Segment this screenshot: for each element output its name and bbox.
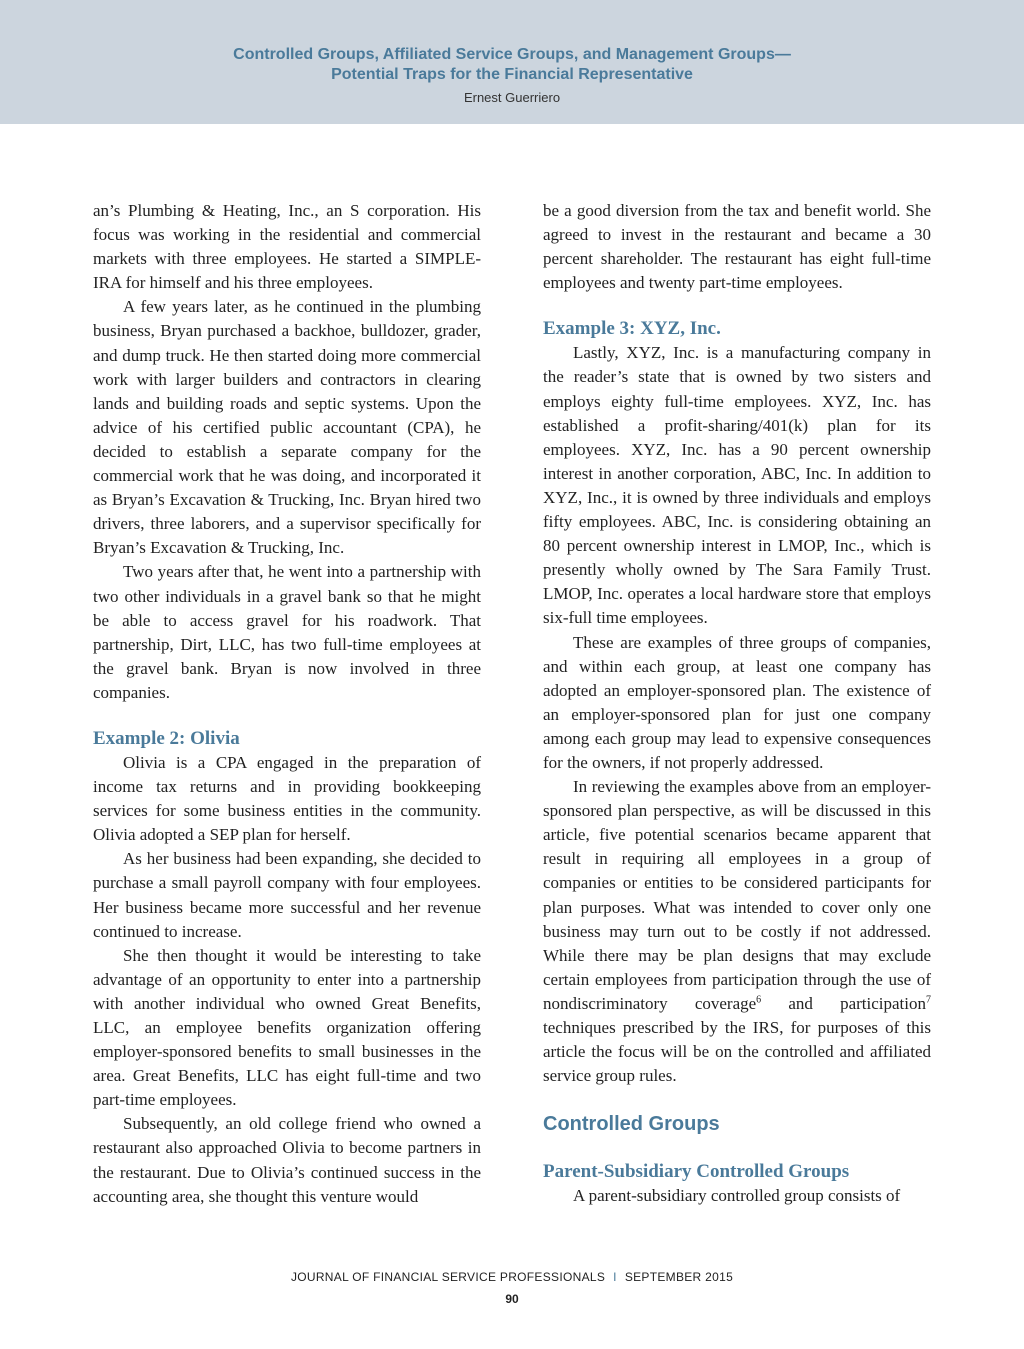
paragraph: As her business had been expanding, she decided to purchase a small payroll company with four employees. Her business became more successful and her revenue continued to increase. bbox=[93, 849, 481, 941]
example-2-heading: Example 2: Olivia bbox=[93, 727, 240, 749]
journal-line bbox=[0, 1270, 1024, 1284]
right-column bbox=[543, 199, 931, 1208]
paragraph: These are examples of three groups of companies, and within each group, at least one company has adopted an employer-sponsored plan. The existence of an employer-sponsored plan for just one company among each group may lead to expensive consequences for the owners, if not properly addressed. bbox=[543, 632, 931, 772]
issue-date: SEPTEMBER 2015 bbox=[624, 1270, 734, 1284]
page-footer bbox=[0, 1270, 1024, 1306]
article-title-line2: Potential Traps for the Financial Representative bbox=[331, 66, 693, 83]
article-title-line1: Controlled Groups, Affiliated Service Groups, and Management Groups— bbox=[233, 46, 791, 63]
paragraph: A parent-subsidiary controlled group consists of bbox=[573, 1186, 901, 1206]
journal-name: JOURNAL OF FINANCIAL SERVICE PROFESSIONALS bbox=[290, 1270, 606, 1284]
paragraph-text: In reviewing the examples above from an employer-sponsored plan perspective, as will be discussed in this article, five potential scenarios became apparent that result in requiring all employees in a group of companies or entities to be considered participants for plan purposes. What was intended to cover only one business may turn out to be costly if not addressed. While there may be plan designs that may exclude certain employees from participation through the use of nondiscriminatory coverage bbox=[543, 777, 931, 1013]
paragraph: Two years after that, he went into a partnership with two other individuals in a gravel bank so that he might be able to access gravel for his roadwork. That partnership, Dirt, LLC, has two full-time employees at the gravel bank. Bryan is now involved in three companies. bbox=[93, 562, 481, 702]
paragraph-text: techniques prescribed by the IRS, for purposes of this article the focus will be on the controlled and affiliated service group rules. bbox=[543, 1018, 931, 1086]
paragraph: She then thought it would be interesting to take advantage of an opportunity to enter into a partnership with another individual who owned Great Benefits, LLC, an employee benefits organization offering employer-sponsored benefits to small businesses in the area. Great Benefits, LLC has eight full-time and two part-time employees. bbox=[93, 945, 481, 1110]
example-3-heading: Example 3: XYZ, Inc. bbox=[543, 318, 721, 340]
paragraph: A few years later, as he continued in the plumbing business, Bryan purchased a backhoe, bulldozer, grader, and dump truck. He then started doing more commercial work with larger builders and contractors in clearing lands and building roads and septic systems. Upon the advice of his certified public accountant (CPA), he decided to establish a separate company for the commercial work that he was doing, and incorporated it as Bryan’s Excavation & Trucking, Inc. Bryan hired two drivers, three laborers, and a supervisor specifically for Bryan’s Excavation & Trucking, Inc. bbox=[93, 297, 481, 558]
page-number: 90 bbox=[505, 1292, 519, 1306]
article-title bbox=[0, 45, 1024, 85]
paragraph: be a good diversion from the tax and benefit world. She agreed to invest in the restaurant and became a 30 percent shareholder. The restaurant has eight full-time employees and twenty part-time employees. bbox=[543, 201, 931, 293]
author-name: Ernest Guerriero bbox=[463, 90, 561, 105]
running-header bbox=[0, 0, 1024, 124]
paragraph-with-footnotes bbox=[543, 775, 931, 1088]
subsection-heading-parent-subsidiary: Parent-Subsidiary Controlled Groups bbox=[543, 1161, 850, 1183]
footer-separator: I bbox=[613, 1270, 617, 1284]
footnote-ref-6[interactable]: 6 bbox=[756, 994, 762, 1006]
paragraph-text: and participation bbox=[761, 993, 926, 1013]
left-column bbox=[93, 199, 481, 1209]
section-heading-controlled-groups: Controlled Groups bbox=[543, 1113, 720, 1136]
paragraph: an’s Plumbing & Heating, Inc., an S corporation. His focus was working in the residential and commercial markets with three employees. He started a SIMPLE-IRA for himself and his three employees. bbox=[93, 201, 481, 293]
paragraph: Olivia is a CPA engaged in the preparation of income tax returns and in providing bookkeeping services for some business entities in the community. Olivia adopted a SEP plan for herself. bbox=[93, 752, 481, 845]
paragraph: Lastly, XYZ, Inc. is a manufacturing company in the reader’s state that is owned by two sisters and employs eighty full-time employees. XYZ, Inc. has established a profit-sharing/401(k) plan for its employees. XYZ, Inc. has a 90 percent ownership interest in another corporation, ABC, Inc. In addition to XYZ, Inc., it is owned by three individuals and employs fifty employees. ABC, Inc. is considering obtaining an 80 percent ownership interest in LMOP, Inc., which is presently wholly owned by The Sara Family Trust. LMOP, Inc. operates a local hardware store that employs six-full time employees. bbox=[543, 343, 931, 628]
paragraph: Subsequently, an old college friend who owned a restaurant also approached Olivia to become partners in the restaurant. Due to Olivia’s continued success in the accounting area, she thought this venture would bbox=[93, 1114, 481, 1206]
footnote-ref-7[interactable]: 7 bbox=[926, 994, 931, 1006]
